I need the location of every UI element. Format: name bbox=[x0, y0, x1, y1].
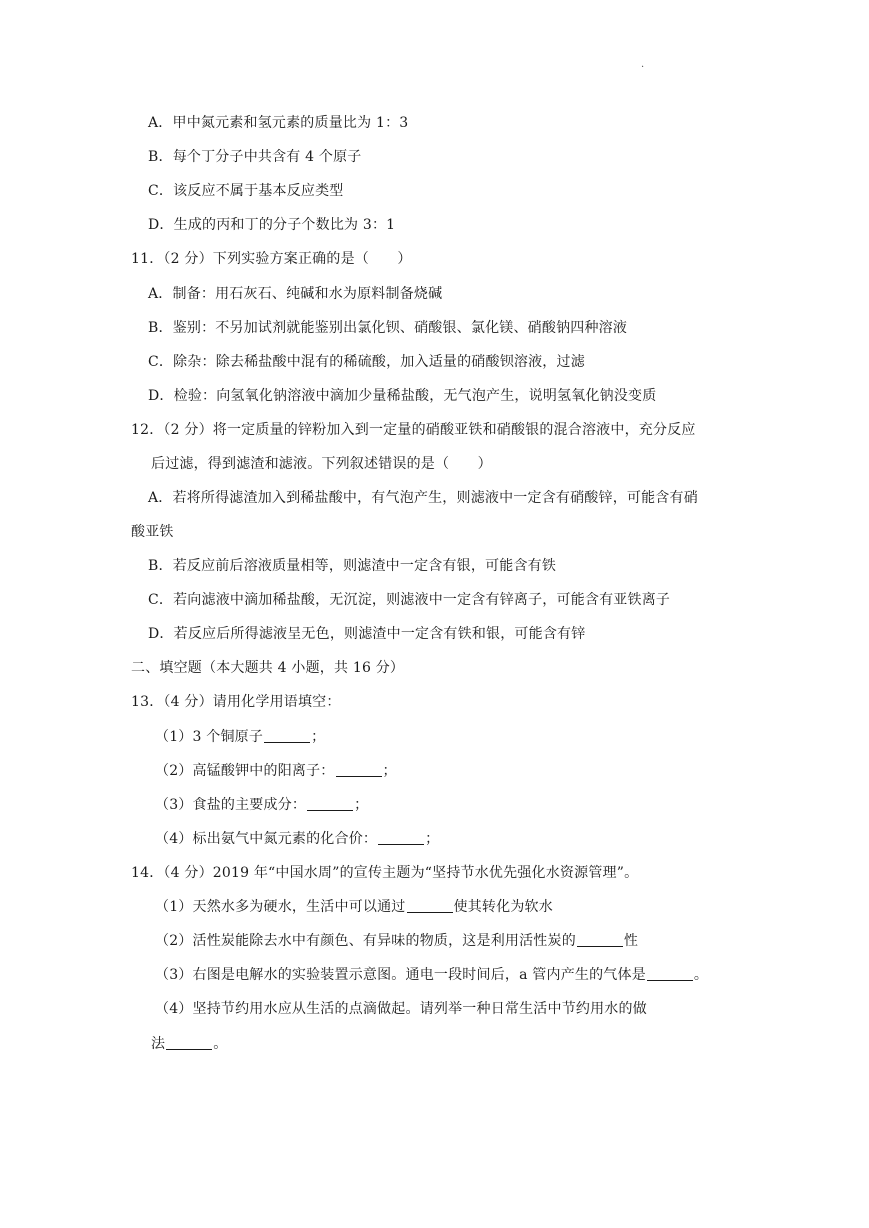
q10-option-c: C．该反应不属于基本反应类型 bbox=[148, 183, 344, 199]
q14-part-1-blank[interactable] bbox=[407, 898, 453, 913]
q12-option-d: D．若反应后所得滤液呈无色，则滤渣中一定含有铁和银，可能含有锌 bbox=[148, 626, 586, 642]
q12-stem-line1: 12．（2 分）将一定质量的锌粉加入到一定量的硝酸亚铁和硝酸银的混合溶液中，充分反应 bbox=[131, 422, 696, 438]
q11-option-c: C．除杂：除去稀盐酸中混有的稀硫酸，加入适量的硝酸钡溶液，过滤 bbox=[148, 354, 585, 370]
q14-part-1 bbox=[155, 897, 553, 917]
q12-option-a-line1: A．若将所得滤渣加入到稀盐酸中，有气泡产生，则滤液中一定含有硝酸锌，可能含有硝 bbox=[148, 490, 698, 506]
q13-part-4-blank[interactable] bbox=[378, 830, 424, 845]
q14-part-3 bbox=[155, 965, 708, 985]
q13-part-1 bbox=[155, 727, 325, 747]
q13-part-3-text: （3）食盐的主要成分： bbox=[155, 797, 307, 813]
q12-stem-line2: 后过滤，得到滤渣和滤液。下列叙述错误的是（ ） bbox=[151, 456, 492, 472]
q10-option-a: A．甲中氮元素和氢元素的质量比为 1：3 bbox=[148, 115, 409, 131]
q14-part-4-text: 法 bbox=[151, 1036, 166, 1052]
header-mark: · bbox=[641, 62, 645, 73]
q14-part-2-text: （2）活性炭能除去水中有颜色、有异味的物质，这是利用活性炭的 bbox=[155, 933, 576, 949]
q14-part-4-line2 bbox=[151, 1034, 227, 1054]
q14-part-2 bbox=[155, 931, 638, 951]
q14-part-3-text: （3）右图是电解水的实验装置示意图。通电一段时间后，a 管内产生的气体是 bbox=[155, 967, 646, 983]
q11-option-d: D．检验：向氢氧化钠溶液中滴加少量稀盐酸，无气泡产生，说明氢氧化钠没变质 bbox=[148, 388, 657, 404]
q14-part-2-end: 性 bbox=[623, 933, 639, 949]
q14-part-2-blank[interactable] bbox=[577, 932, 623, 947]
q12-option-c: C．若向滤液中滴加稀盐酸，无沉淀，则滤液中一定含有锌离子，可能含有亚铁离子 bbox=[148, 592, 671, 608]
q13-part-2-text: （2）高锰酸钾中的阳离子： bbox=[155, 763, 335, 779]
q10-option-d: D．生成的丙和丁的分子个数比为 3：1 bbox=[148, 217, 396, 233]
q13-part-4 bbox=[155, 829, 439, 849]
q13-stem: 13．（4 分）请用化学用语填空： bbox=[131, 694, 341, 710]
q13-part-1-text: （1）3 个铜原子 bbox=[155, 729, 264, 745]
q13-part-3 bbox=[155, 795, 368, 815]
q11-option-a: A．制备：用石灰石、纯碱和水为原料制备烧碱 bbox=[148, 286, 443, 302]
q14-stem: 14．（4 分）2019 年“中国水周”的宣传主题为“坚持节水优先强化水资源管理”。 bbox=[131, 865, 639, 881]
q11-option-b: B．鉴别：不另加试剂就能鉴别出氯化钡、硝酸银、氯化镁、硝酸钠四种溶液 bbox=[148, 320, 628, 336]
q13-part-3-blank[interactable] bbox=[307, 796, 353, 811]
q13-part-2-end: ； bbox=[382, 763, 397, 779]
q14-part-3-blank[interactable] bbox=[647, 966, 693, 981]
q14-part-4-blank[interactable] bbox=[166, 1035, 212, 1050]
q13-part-1-blank[interactable] bbox=[264, 728, 310, 743]
q14-part-1-end: 使其转化为软水 bbox=[453, 899, 553, 915]
q13-part-1-end: ； bbox=[311, 729, 326, 745]
q13-part-2 bbox=[155, 761, 397, 781]
q14-part-4-line1: （4）坚持节约用水应从生活的点滴做起。请列举一种日常生活中节约用水的做 bbox=[155, 1001, 647, 1017]
section-2-title: 二、填空题（本大题共 4 小题，共 16 分） bbox=[131, 660, 405, 676]
q14-part-4-end: 。 bbox=[213, 1036, 228, 1052]
q11-stem: 11．（2 分）下列实验方案正确的是（ ） bbox=[131, 251, 412, 267]
q14-part-1-text: （1）天然水多为硬水，生活中可以通过 bbox=[155, 899, 406, 915]
q13-part-2-blank[interactable] bbox=[336, 762, 382, 777]
q13-part-4-text: （4）标出氨气中氮元素的化合价： bbox=[155, 831, 378, 847]
q12-option-a-line2: 酸亚铁 bbox=[131, 524, 174, 540]
q13-part-3-end: ； bbox=[354, 797, 369, 813]
q12-option-b: B．若反应前后溶液质量相等，则滤渣中一定含有银，可能含有铁 bbox=[148, 558, 557, 574]
q10-option-b: B．每个丁分子中共含有 4 个原子 bbox=[148, 149, 362, 165]
q13-part-4-end: ； bbox=[425, 831, 440, 847]
q14-part-3-end: 。 bbox=[693, 967, 709, 983]
